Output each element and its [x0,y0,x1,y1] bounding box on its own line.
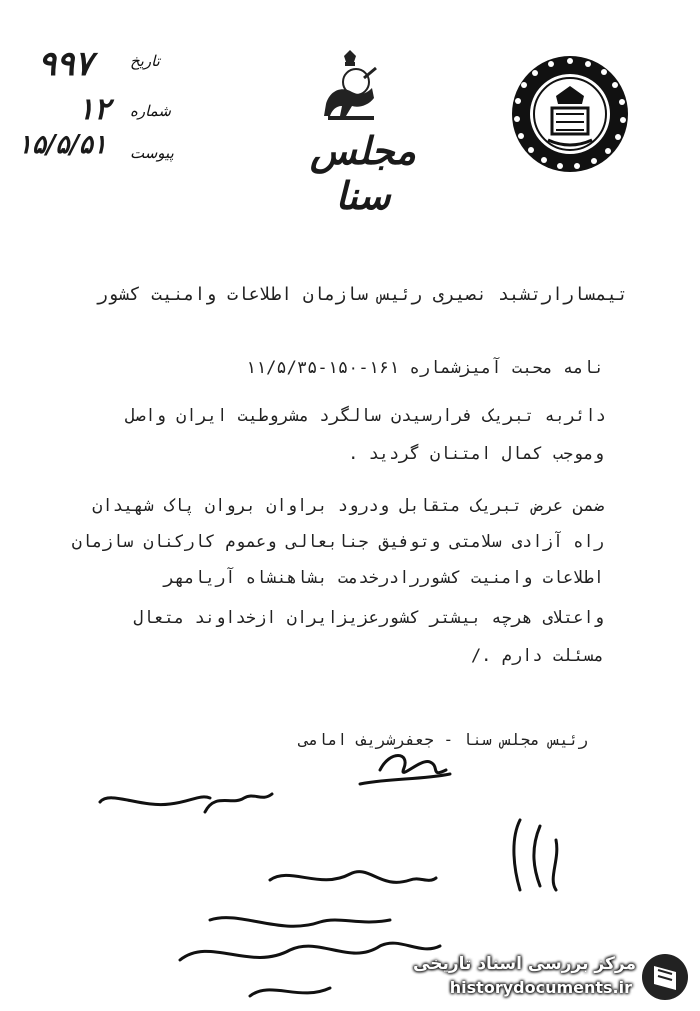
middle-handwritten-note-2 [210,918,390,927]
date-value: ۹۹۷ [38,44,93,84]
body-line-6: اطلاعات وامنیت کشوررادرخدمت بشاهنشاه آریامهر [163,568,604,588]
lion-and-sun-emblem [318,48,382,124]
body-line-8: مسئلت دارم ./ [470,646,604,666]
body-line-2: دائربه تبریک فرارسیدن سالگرد مشروطیت ایران واصل [124,406,606,426]
senate-seal-icon [508,52,632,176]
signature-underline [360,774,450,784]
bottom-scribble-2 [250,988,330,996]
signatory-line: رئیس مجلس سنا - جعفرشریف امامی [299,730,588,749]
body-line-3: وموجب کمال امتنان گردید . [348,444,604,464]
org-title: مجلس سنا [310,128,416,218]
watermark-site: historydocuments.ir [449,978,632,997]
right-handwritten-note [514,820,557,890]
body-line-5: راه آزادی سلامتی وتوفیق جنابعالی وعموم کارکنان سازمان [71,532,604,552]
recipient-line: تیمسارارتشبد نصیری رئیس سازمان اطلاعات وامنیت کشور [96,284,628,305]
body-line-1: نامه محبت آمیزشماره ۱۶۱-۱۵۰-۱۱/۵/۳۵ [245,358,604,378]
watermark-logo-icon [640,952,690,1002]
watermark-org: مرکز بررسی اسناد تاریخی [413,954,636,974]
number-value: ۱۲ [78,92,111,127]
body-line-7: واعتلای هرچه بیشتر کشورعزیزایران ازخداوند متعال [133,608,604,628]
left-handwritten-note [100,794,272,812]
middle-handwritten-note [270,872,436,883]
handwritten-header [18,40,183,170]
attachment-label: پیوست [130,144,174,162]
date-label: تاریخ [130,52,160,70]
attachment-value: ۱۵/۵/۵۱ [18,130,107,160]
body-line-4: ضمن عرض تبریک متقابل ودرود براوان بروان پاک شهیدان [92,496,604,516]
signature-scribble [380,756,446,773]
bottom-scribble [180,943,440,960]
number-label: شماره [130,102,171,120]
watermark [413,950,692,1006]
